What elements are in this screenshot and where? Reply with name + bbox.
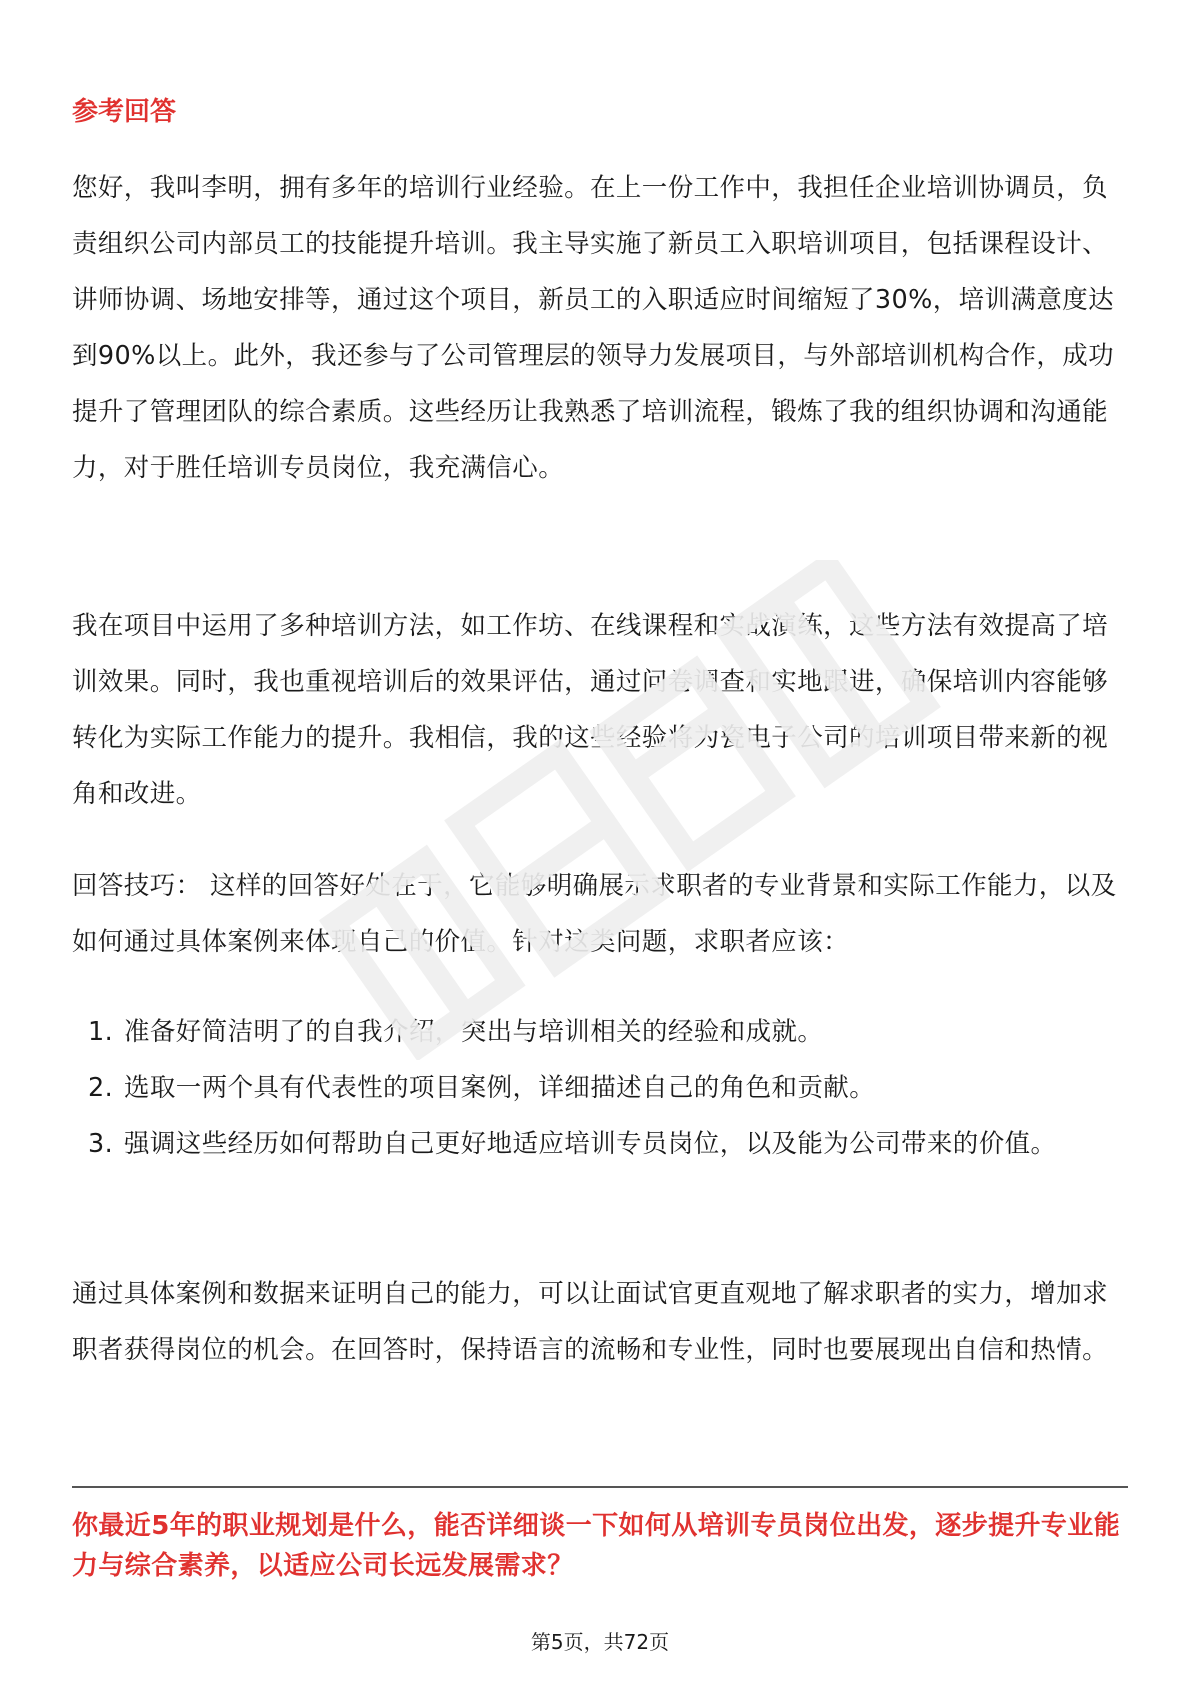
answer-paragraph-2: 我在项目中运用了多种培训方法，如工作坊、在线课程和实战演练，这些方法有效提高了培训效果。同时，我也重视培训后的效果评估，通过问卷调查和实地跟进，确保培训内容能够转化为实际工作能力的提升。我相信，我的这些经验将为瓷电子公司的培训项目带来新的视角和改进。 [72,611,1109,809]
answer-conclusion: 通过具体案例和数据来证明自己的能力，可以让面试官更直观地了解求职者的实力，增加求职者获得岗位的机会。在回答时，保持语言的流畅和专业性，同时也要展现出自信和热情。 [72,1279,1109,1365]
list-item-number: 3. [88,1129,114,1159]
answer-tips-intro: 回答技巧： 这样的回答好处在于，它能够明确展示求职者的专业背景和实际工作能力，以及如何通过具体案例来体现自己的价值。针对这类问题，求职者应该： [72,871,1117,957]
answer-paragraph-1: 您好，我叫李明，拥有多年的培训行业经验。在上一份工作中，我担任企业培训协调员，负责组织公司内部员工的技能提升培训。我主导实施了新员工入职培训项目，包括课程设计、讲师协调、场地安排等，通过这个项目，新员工的入职适应时间缩短了30%，培训满意度达到90%以上。此外，我还参与了公司管理层的领导力发展项目，与外部培训机构合作，成功提升了管理团队的综合素质。这些经历让我熟悉了培训流程，锻炼了我的组织协调和沟通能力，对于胜任培训专员岗位，我充满信心。 [72,173,1115,483]
section-divider [72,1486,1128,1488]
list-item [72,1004,1128,1060]
list-item-number: 1. [88,1017,114,1047]
next-question-heading: 你最近5年的职业规划是什么，能否详细谈一下如何从培训专员岗位出发，逐步提升专业能力与综合素养，以适应公司长远发展需求？ [72,1511,1121,1581]
list-item-text: 准备好简洁明了的自我介绍，突出与培训相关的经验和成就。 [124,1017,824,1047]
list-item-text: 选取一两个具有代表性的项目案例，详细描述自己的角色和贡献。 [124,1073,876,1103]
list-item [72,1116,1128,1172]
list-item-text: 强调这些经历如何帮助自己更好地适应培训专员岗位，以及能为公司带来的价值。 [124,1129,1057,1159]
section-heading: 参考回答 [72,97,177,127]
list-item [72,1060,1128,1116]
page-number-footer: 第5页，共72页 [530,1630,670,1654]
tips-list [72,1004,1128,1172]
list-item-number: 2. [88,1073,114,1103]
document-page [72,0,1128,1684]
